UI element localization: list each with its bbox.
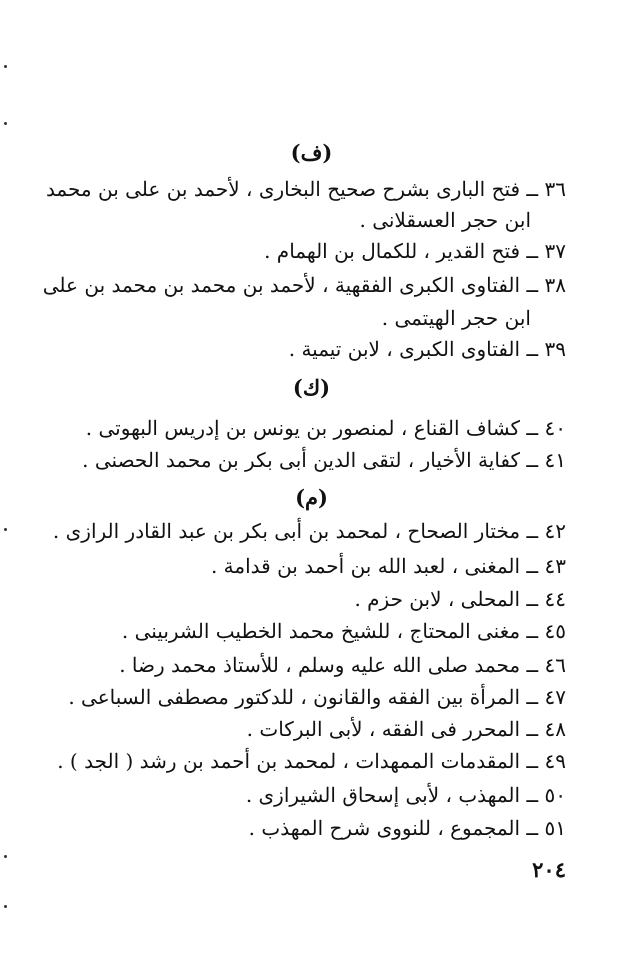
scan-speck [4,855,7,858]
bibliography-entry-37: ٣٧ ــ فتح القدير ، للكمال بن الهمام . [264,239,566,263]
bibliography-entry-39: ٣٩ ــ الفتاوى الكبرى ، لابن تيمية . [288,337,566,361]
bibliography-entry-44: ٤٤ ــ المحلى ، لابن حزم . [354,587,566,611]
scan-speck [4,65,7,68]
bibliography-entry-50: ٥٠ ــ المهذب ، لأبى إسحاق الشيرازى . [245,783,566,807]
section-heading-fa: (ف) [290,140,333,165]
bibliography-entry-45: ٤٥ ــ مغنى المحتاج ، للشيخ محمد الخطيب الشربينى . [121,619,566,643]
section-heading-mim: (م) [295,485,328,510]
bibliography-entry-36-continued: ابن حجر العسقلانى . [359,208,531,232]
bibliography-entry-38: ٣٨ ــ الفتاوى الكبرى الفقهية ، لأحمد بن محمد بن محمد بن على [42,273,566,297]
bibliography-entry-38-continued: ابن حجر الهيتمى . [381,306,531,330]
scan-speck [4,528,7,531]
bibliography-entry-47: ٤٧ ــ المرأة بين الفقه والقانون ، للدكتور مصطفى السباعى . [68,685,566,709]
bibliography-entry-46: ٤٦ ــ محمد صلى الله عليه وسلم ، للأستاذ محمد رضا . [119,653,566,677]
bibliography-entry-43: ٤٣ ــ المغنى ، لعبد الله بن أحمد بن قدامة . [210,554,566,578]
scan-speck [4,905,7,908]
bibliography-entry-41: ٤١ ــ كفاية الأخيار ، لتقى الدين أبى بكر بن محمد الحصنى . [82,448,566,472]
bibliography-entry-49: ٤٩ ــ المقدمات الممهدات ، لمحمد بن أحمد بن رشد ( الجد ) . [57,749,566,773]
section-heading-kaf: (ك) [292,375,331,400]
bibliography-entry-36: ٣٦ ــ فتح البارى بشرح صحيح البخارى ، لأحمد بن على بن محمد [45,177,566,201]
scan-speck [4,122,7,125]
bibliography-entry-51: ٥١ ــ المجموع ، للنووى شرح المهذب . [248,816,566,840]
bibliography-entry-40: ٤٠ ــ كشاف القناع ، لمنصور بن يونس بن إدريس البهوتى . [85,416,566,440]
bibliography-entry-48: ٤٨ ــ المحرر فى الفقه ، لأبى البركات . [246,717,566,741]
page-number: ٢٠٤ [532,857,566,882]
bibliography-entry-42: ٤٢ ــ مختار الصحاح ، لمحمد بن أبى بكر بن عبد القادر الرازى . [52,519,566,543]
